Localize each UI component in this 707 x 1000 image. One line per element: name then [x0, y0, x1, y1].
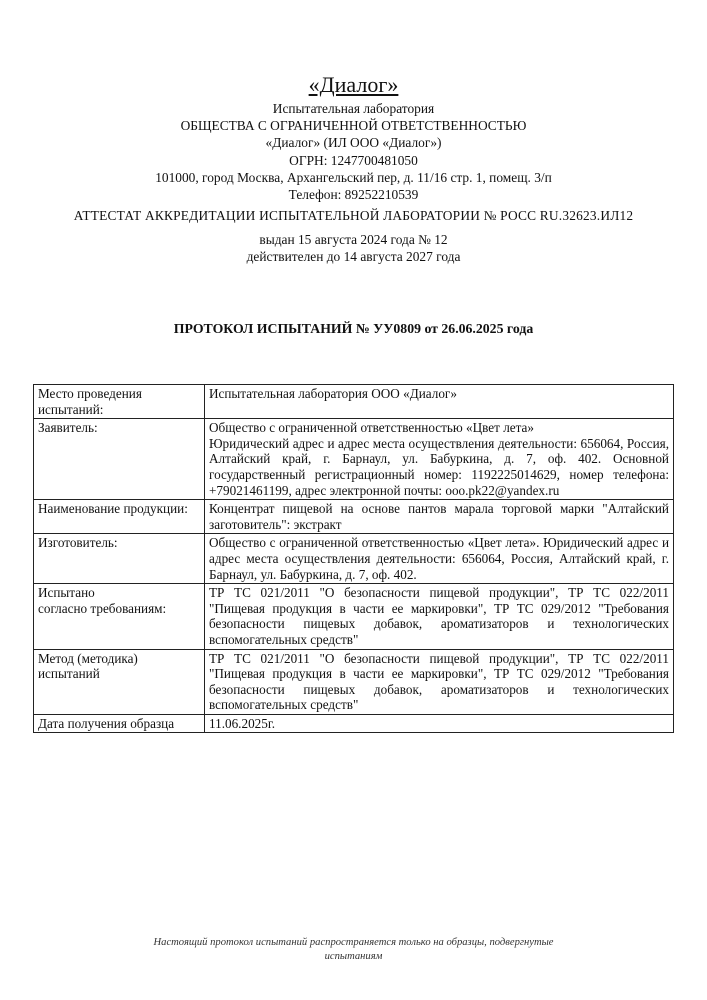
row-value: 11.06.2025г.	[205, 714, 674, 733]
protocol-title: ПРОТОКОЛ ИСПЫТАНИЙ № УУ0809 от 26.06.2025 года	[173, 321, 534, 336]
row-label: Изготовитель:	[34, 534, 205, 584]
row-label: Испытано согласно требованиям:	[34, 584, 205, 649]
row-value: ТР ТС 021/2011 "О безопасности пищевой продукции", ТР ТС 022/2011 "Пищевая продукция в части ее маркировки", ТР ТС 029/2012 "Требования безопасности пищевых добавок, ароматизаторов и технологических вспомогательных средств"	[205, 649, 674, 714]
row-label: Дата получения образца	[34, 714, 205, 733]
row-label: Место проведения испытаний:	[34, 385, 205, 419]
footer-note	[0, 936, 707, 964]
table-row	[34, 714, 674, 733]
footer-note-line-2: испытаниям	[324, 951, 383, 962]
accreditation-valid-until: действителен до 14 августа 2027 года	[246, 249, 461, 265]
lab-phone: Телефон: 89252210539	[288, 187, 419, 203]
row-label: Наименование продукции:	[34, 500, 205, 534]
lab-ogrn: ОГРН: 1247700481050	[289, 152, 418, 168]
lab-address: 101000, город Москва, Архангельский пер, д. 11/16 стр. 1, помещ. 3/п	[155, 169, 552, 185]
lab-header	[0, 72, 707, 265]
table-row	[34, 534, 674, 584]
accreditation-line: АТТЕСТАТ АККРЕДИТАЦИИ ИСПЫТАТЕЛЬНОЙ ЛАБОРАТОРИИ № РОСС RU.32623.ИЛ12	[73, 208, 634, 224]
lab-type: Испытательная лаборатория	[272, 101, 435, 116]
row-value: Концентрат пищевой на основе пантов марала торговой марки "Алтайский заготовитель": экстракт	[205, 500, 674, 534]
protocol-info-table	[33, 384, 674, 733]
footer-note-line-1: Настоящий протокол испытаний распространяется только на образцы, подвергнутые	[153, 937, 554, 948]
table-row	[34, 500, 674, 534]
table-row	[34, 584, 674, 649]
row-value: Общество с ограниченной ответственностью «Цвет лета» Юридический адрес и адрес места осуществления деятельности: 656064, Россия, Алтайский край, г. Барнаул, ул. Бабуркина, д. 7, оф. 402. Основной государственный регистрационный номер: 1192225014629, номер телефона: +79021461199, адрес электронной почты: ooo.pk22@yandex.ru	[205, 419, 674, 500]
row-value: ТР ТС 021/2011 "О безопасности пищевой продукции", ТР ТС 022/2011 "Пищевая продукция в части ее маркировки", ТР ТС 029/2012 "Требования безопасности пищевых добавок, ароматизаторов и технологических вспомогательных средств"	[205, 584, 674, 649]
table-row	[34, 385, 674, 419]
table-row	[34, 649, 674, 714]
row-value: Испытательная лаборатория ООО «Диалог»	[205, 385, 674, 419]
lab-short-name: «Диалог» (ИЛ ООО «Диалог»)	[265, 135, 442, 151]
table-row	[34, 419, 674, 500]
lab-logo-title: «Диалог»	[308, 72, 399, 97]
accreditation-issued: выдан 15 августа 2024 года № 12	[259, 232, 448, 248]
row-label: Заявитель:	[34, 419, 205, 500]
row-value: Общество с ограниченной ответственностью «Цвет лета». Юридический адрес и адрес места осуществления деятельности: 656064, Россия, Алтайский край, г. Барнаул, ул. Бабуркина, д. 7, оф. 402.	[205, 534, 674, 584]
row-label: Метод (методика) испытаний	[34, 649, 205, 714]
lab-org-form: ОБЩЕСТВА С ОГРАНИЧЕННОЙ ОТВЕТСТВЕННОСТЬЮ	[180, 118, 527, 134]
